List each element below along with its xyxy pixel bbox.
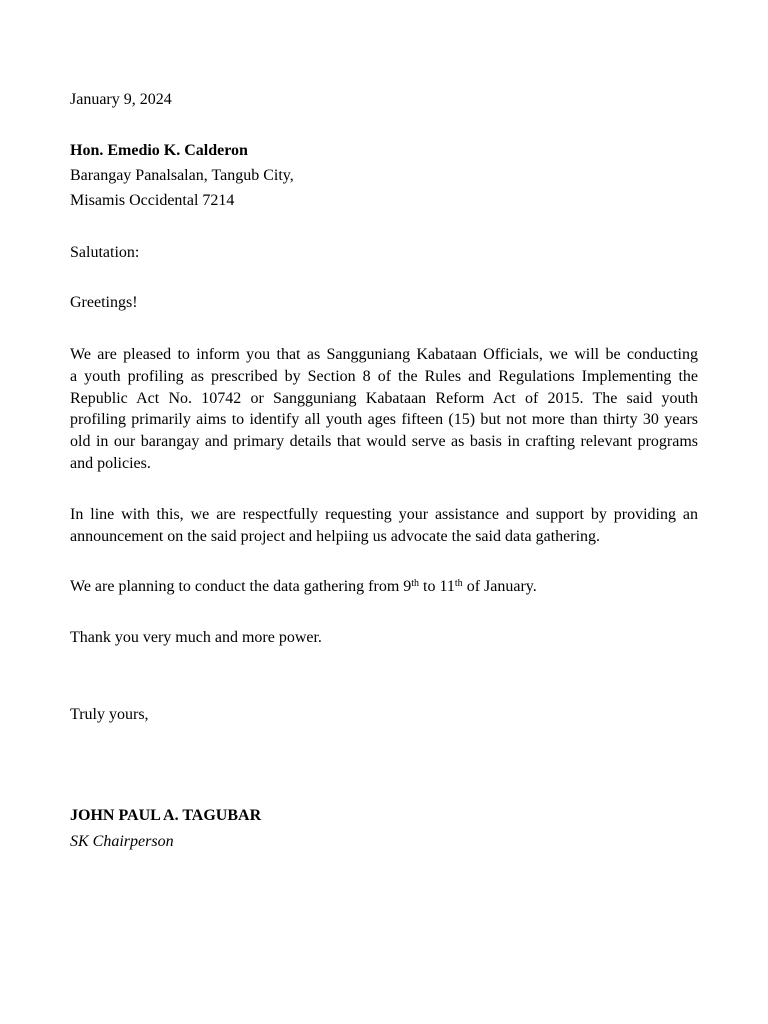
body-paragraph-1-line: old in our barangay and primary details that would serve as basis in crafting relevant programs [70,433,698,451]
signatory-title: SK Chairperson [70,833,174,850]
letter-date: January 9, 2024 [70,91,172,108]
body-paragraph-1 [70,344,698,475]
greeting: Greetings! [70,294,138,311]
recipient-name: Hon. Emedio K. Calderon [70,142,248,159]
body-paragraph-1-line: Republic Act No. 10742 or Sangguniang Kabataan Reform Act of 2015. The said youth [70,389,698,407]
schedule-text-prefix: We are planning to conduct the data gathering from 9 [70,578,412,595]
body-paragraph-1-line: a youth profiling as prescribed by Section 8 of the Rules and Regulations Implementing the [70,367,698,385]
closing: Truly yours, [70,706,149,723]
schedule-text-middle: to 11 [419,578,455,595]
body-paragraph-1-line: and policies. [70,454,151,472]
ordinal-suffix: th [454,578,463,589]
body-paragraph-2-line: announcement on the said project and helpiing us advocate the said data gathering. [70,527,601,545]
ordinal-suffix: th [411,578,420,589]
salutation: Salutation: [70,244,140,261]
body-paragraph-3 [70,577,537,597]
thanks-line: Thank you very much and more power. [70,629,322,646]
recipient-address-line2: Misamis Occidental 7214 [70,192,235,209]
body-paragraph-1-line: profiling primarily aims to identify all youth ages fifteen (15) but not more than thirty 30 years [70,411,698,429]
body-paragraph-1-line: We are pleased to inform you that as Sangguniang Kabataan Officials, we will be conducting [70,346,698,363]
recipient-address-line1: Barangay Panalsalan, Tangub City, [70,167,294,184]
body-paragraph-2 [70,504,698,548]
schedule-text-suffix: of January. [462,578,537,595]
signatory-name: JOHN PAUL A. TAGUBAR [70,807,262,824]
body-paragraph-2-line: In line with this, we are respectfully requesting your assistance and support by providing an [70,506,698,523]
